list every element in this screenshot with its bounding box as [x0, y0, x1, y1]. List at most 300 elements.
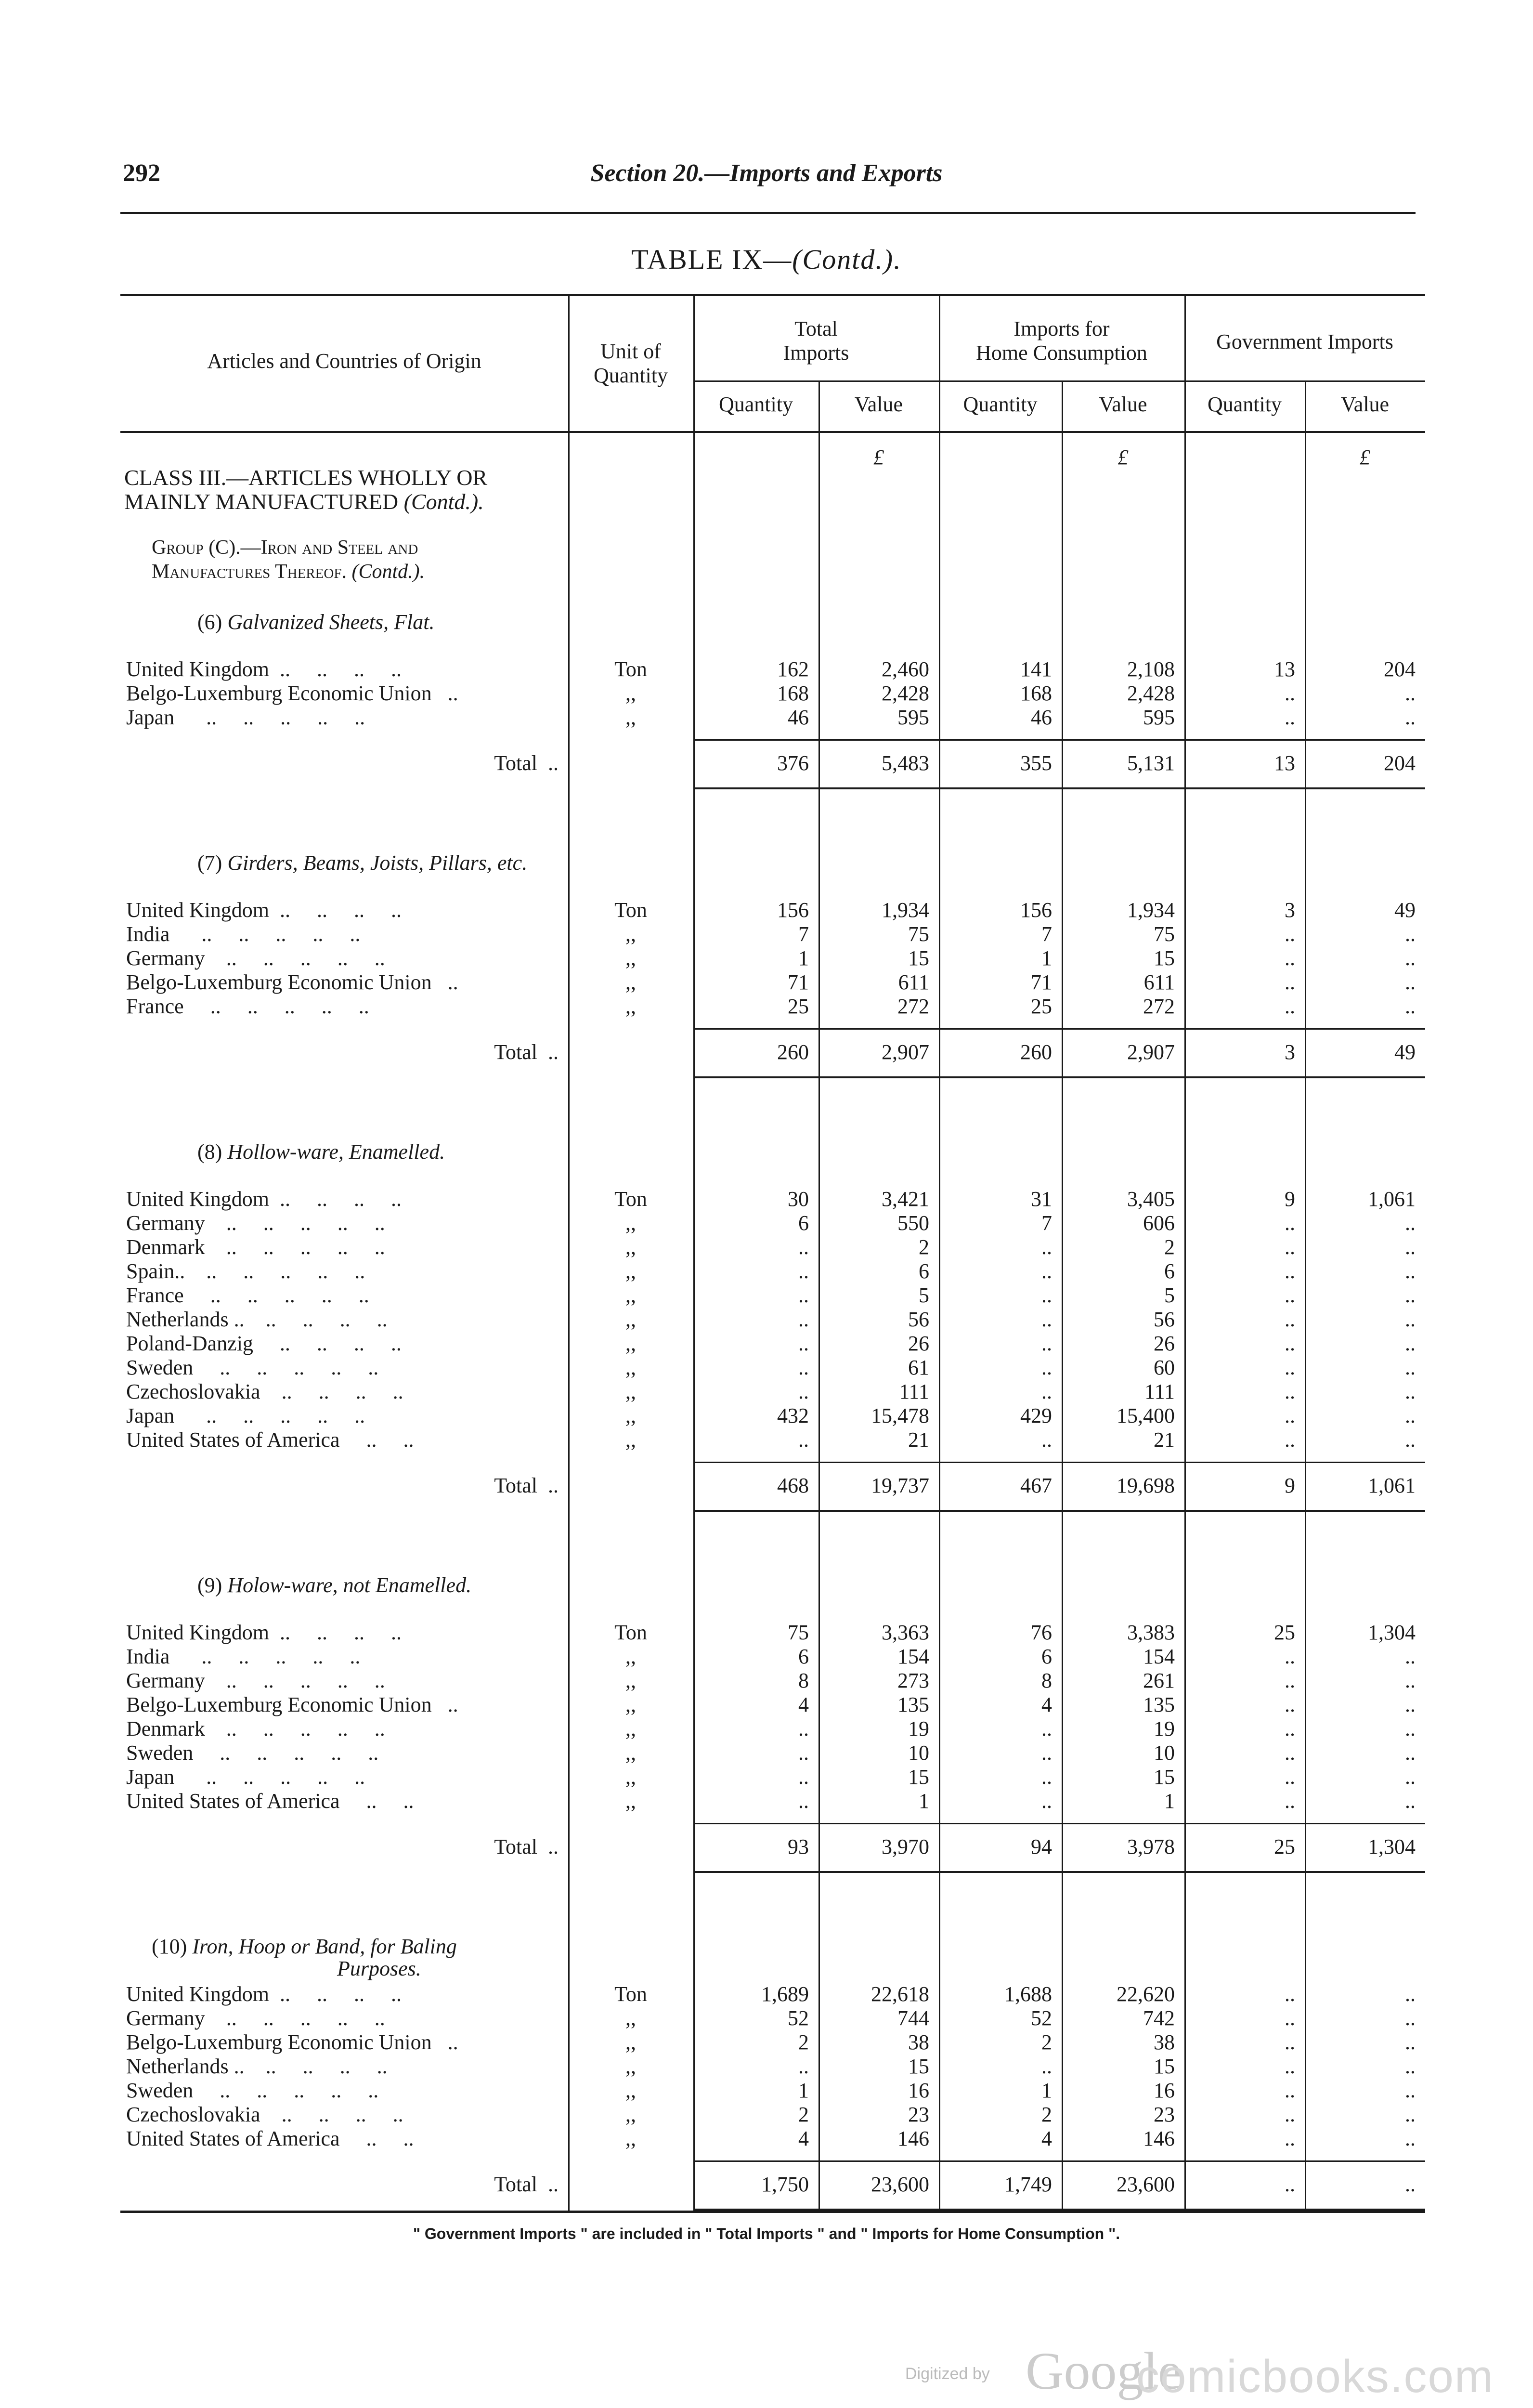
unit-of-quantity: ,,	[625, 1765, 636, 1789]
total-value: 595	[897, 706, 929, 729]
total-value: 23	[908, 2103, 929, 2126]
home-value: 60	[1154, 1356, 1175, 1379]
column-divider	[1305, 380, 1306, 2211]
govt-value: ..	[1405, 970, 1416, 994]
home-quantity: ..	[1041, 1356, 1052, 1379]
running-header: Section 20.—Imports and Exports	[590, 159, 943, 187]
col-unit-header-2: Quantity	[594, 364, 668, 387]
col-unit-header: Unit of	[600, 340, 661, 363]
govt-value: ..	[1405, 1211, 1416, 1235]
govt-value: ..	[1405, 1789, 1416, 1813]
group-heading: Group (C).—Iron and Steel and	[152, 537, 418, 559]
home-quantity: 31	[1031, 1187, 1052, 1211]
total-value: 22,618	[871, 1982, 929, 2006]
govt-quantity: 25	[1274, 1621, 1295, 1644]
total-quantity: ..	[798, 1789, 809, 1813]
govt-value: ..	[1405, 1428, 1416, 1452]
govt-value: ..	[1405, 1693, 1416, 1716]
table-title	[0, 243, 1533, 275]
home-value: 15	[1154, 1765, 1175, 1789]
total-quantity: 1,689	[761, 1982, 809, 2006]
home-value: 22,620	[1117, 1982, 1175, 2006]
section-end-rule	[693, 1510, 1425, 1512]
total-value: 146	[897, 2127, 929, 2150]
total-value-sum: 3,970	[882, 1835, 929, 1858]
govt-value: ..	[1405, 1717, 1416, 1741]
total-value: 56	[908, 1308, 929, 1331]
unit-of-quantity: ,,	[625, 1356, 636, 1379]
total-label: Total ..	[494, 1040, 559, 1064]
col-home-header-2: Home Consumption	[976, 341, 1147, 365]
home-quantity: 168	[1020, 681, 1052, 705]
country-name: Belgo-Luxemburg Economic Union ..	[126, 2030, 458, 2054]
home-quantity: ..	[1041, 1741, 1052, 1765]
govt-quantity: ..	[1285, 995, 1295, 1018]
total-quantity: ..	[798, 1259, 809, 1283]
govt-value: ..	[1405, 995, 1416, 1018]
total-quantity: 6	[798, 1211, 809, 1235]
home-quantity: ..	[1041, 1717, 1052, 1741]
home-value: 21	[1154, 1428, 1175, 1452]
home-quantity: 2	[1041, 2030, 1052, 2054]
subtotal-rule	[693, 1028, 1425, 1030]
govt-value: ..	[1405, 706, 1416, 729]
col-articles-header: Articles and Countries of Origin	[207, 349, 481, 373]
total-value: 6	[919, 1259, 929, 1283]
class-heading: CLASS III.—ARTICLES WHOLLY OR	[124, 465, 488, 490]
home-value: 606	[1143, 1211, 1175, 1235]
unit-of-quantity: ,,	[625, 1211, 636, 1235]
home-quantity: 71	[1031, 970, 1052, 994]
home-quantity: 46	[1031, 706, 1052, 729]
subheader-value: Value	[1099, 393, 1147, 416]
home-value: 15	[1154, 2055, 1175, 2078]
unit-of-quantity: ,,	[625, 1380, 636, 1403]
govt-quantity: ..	[1285, 2127, 1295, 2150]
column-divider	[693, 294, 695, 2211]
unit-of-quantity: ,,	[625, 1669, 636, 1692]
column-divider	[818, 380, 820, 2211]
home-quantity: ..	[1041, 1283, 1052, 1307]
col-total-imports-header-2: Imports	[783, 341, 849, 365]
total-quantity: ..	[798, 1765, 809, 1789]
govt-value: ..	[1405, 1982, 1416, 2006]
home-quantity: 7	[1041, 922, 1052, 946]
govt-quantity: ..	[1285, 1765, 1295, 1789]
total-quantity: 4	[798, 1693, 809, 1716]
unit-of-quantity: ,,	[625, 2127, 636, 2150]
govt-quantity: ..	[1285, 1789, 1295, 1813]
home-quantity: 4	[1041, 1693, 1052, 1716]
country-name: France .. .. .. .. ..	[126, 995, 369, 1018]
footnote: " Government Imports " are included in " Total Imports " and " Imports for Home Consumption ".	[413, 2225, 1120, 2242]
total-value: 15	[908, 2055, 929, 2078]
govt-value: 49	[1394, 898, 1416, 922]
country-name: Poland-Danzig .. .. .. ..	[126, 1332, 402, 1355]
govt-quantity: ..	[1285, 1404, 1295, 1427]
unit-of-quantity: ,,	[625, 946, 636, 970]
total-value: 3,363	[882, 1621, 929, 1644]
home-value: 26	[1154, 1332, 1175, 1355]
section-number: (8)	[197, 1140, 228, 1164]
unit-of-quantity: ,,	[625, 2103, 636, 2126]
home-quantity: 429	[1020, 1404, 1052, 1427]
pound-sign: £	[873, 445, 884, 469]
home-value: 611	[1143, 970, 1175, 994]
govt-value: ..	[1405, 2055, 1416, 2078]
govt-quantity: ..	[1285, 946, 1295, 970]
country-name: Germany .. .. .. .. ..	[126, 1669, 385, 1692]
govt-quantity: ..	[1285, 1717, 1295, 1741]
govt-quantity: ..	[1285, 1283, 1295, 1307]
govt-quantity: ..	[1285, 1259, 1295, 1283]
total-value: 272	[897, 995, 929, 1018]
govt-quantity: ..	[1285, 2006, 1295, 2030]
home-value: 272	[1143, 995, 1175, 1018]
govt-quantity: 3	[1285, 898, 1295, 922]
section-number: (6)	[197, 610, 228, 634]
unit-of-quantity: Ton	[614, 657, 647, 681]
class-heading-contd: (Contd.).	[403, 489, 484, 514]
total-quantity: 71	[788, 970, 809, 994]
unit-of-quantity: ,,	[625, 2055, 636, 2078]
govt-quantity: ..	[1285, 1428, 1295, 1452]
home-quantity: ..	[1041, 1332, 1052, 1355]
section-number: (10)	[152, 1935, 193, 1958]
watermark-site: comicbooks.com	[1136, 2351, 1494, 2402]
govt-quantity: ..	[1285, 1982, 1295, 2006]
govt-value: ..	[1405, 922, 1416, 946]
govt-value: ..	[1405, 1356, 1416, 1379]
govt-value: ..	[1405, 1259, 1416, 1283]
govt-value: ..	[1405, 2006, 1416, 2030]
govt-value: 1,304	[1368, 1621, 1416, 1644]
home-quantity-sum: 94	[1031, 1835, 1052, 1858]
govt-quantity: 13	[1274, 657, 1295, 681]
govt-quantity: ..	[1285, 1669, 1295, 1692]
unit-of-quantity: ,,	[625, 1645, 636, 1668]
country-name: Czechoslovakia .. .. .. ..	[126, 2103, 403, 2126]
unit-of-quantity: Ton	[614, 1982, 647, 2006]
home-quantity: 25	[1031, 995, 1052, 1018]
total-quantity: ..	[798, 2055, 809, 2078]
home-value: 38	[1154, 2030, 1175, 2054]
total-quantity: 52	[788, 2006, 809, 2030]
country-name: United Kingdom .. .. .. ..	[126, 898, 402, 922]
country-name: France .. .. .. .. ..	[126, 1283, 369, 1307]
column-divider	[1062, 380, 1063, 2211]
total-value: 611	[898, 970, 929, 994]
total-value: 135	[897, 1693, 929, 1716]
home-quantity: ..	[1041, 1235, 1052, 1259]
subheader-quantity: Quantity	[1208, 393, 1282, 416]
page-number: 292	[123, 159, 160, 187]
home-value: 56	[1154, 1308, 1175, 1331]
country-name: India .. .. .. .. ..	[126, 1645, 361, 1668]
column-divider	[939, 294, 940, 2211]
country-name: Belgo-Luxemburg Economic Union ..	[126, 970, 458, 994]
country-name: Netherlands .. .. .. .. ..	[126, 1308, 388, 1331]
total-value: 550	[897, 1211, 929, 1235]
header-rule	[120, 212, 1416, 214]
total-quantity: ..	[798, 1283, 809, 1307]
govt-quantity: 9	[1285, 1187, 1295, 1211]
home-value-sum: 3,978	[1127, 1835, 1175, 1858]
home-quantity-sum: 1,749	[1004, 2172, 1052, 2196]
home-value: 111	[1144, 1380, 1175, 1403]
total-quantity: ..	[798, 1428, 809, 1452]
total-value: 61	[908, 1356, 929, 1379]
unit-of-quantity: Ton	[614, 898, 647, 922]
total-value: 2,460	[882, 657, 929, 681]
country-name: Sweden .. .. .. .. ..	[126, 2079, 379, 2102]
unit-of-quantity: ,,	[625, 2006, 636, 2030]
total-quantity: 25	[788, 995, 809, 1018]
table-top-rule	[120, 294, 1425, 296]
table-title-suffix: (Contd.).	[792, 244, 902, 275]
unit-of-quantity: ,,	[625, 970, 636, 994]
home-quantity: ..	[1041, 1259, 1052, 1283]
section-title	[197, 1572, 471, 1598]
section-title-text: Hollow-ware, Enamelled.	[227, 1140, 445, 1164]
total-quantity: 1	[798, 946, 809, 970]
total-quantity: ..	[798, 1717, 809, 1741]
class-heading-2	[124, 489, 484, 515]
total-value: 15	[908, 946, 929, 970]
total-value-sum: 5,483	[882, 751, 929, 775]
country-name: India .. .. .. .. ..	[126, 922, 361, 946]
govt-quantity: ..	[1285, 1235, 1295, 1259]
total-quantity: 168	[777, 681, 809, 705]
unit-of-quantity: ,,	[625, 1332, 636, 1355]
total-quantity-sum: 376	[777, 751, 809, 775]
col-govt-header: Government Imports	[1216, 330, 1393, 353]
home-value: 75	[1154, 922, 1175, 946]
total-quantity: ..	[798, 1308, 809, 1331]
class-heading-text: MAINLY MANUFACTURED	[124, 489, 404, 514]
total-value: 744	[897, 2006, 929, 2030]
country-name: United Kingdom .. .. .. ..	[126, 1982, 402, 2006]
total-quantity-sum: 468	[777, 1474, 809, 1497]
total-label: Total ..	[494, 1835, 559, 1858]
home-value: 16	[1154, 2079, 1175, 2102]
home-quantity-sum: 355	[1020, 751, 1052, 775]
total-quantity: ..	[798, 1356, 809, 1379]
country-name: Czechoslovakia .. .. .. ..	[126, 1380, 403, 1403]
header-bottom-rule	[120, 431, 1425, 433]
group-heading-2	[152, 559, 425, 585]
total-value: 21	[908, 1428, 929, 1452]
total-value: 2,428	[882, 681, 929, 705]
govt-value-sum: 1,304	[1368, 1835, 1416, 1858]
home-quantity: 76	[1031, 1621, 1052, 1644]
total-value-sum: 2,907	[882, 1040, 929, 1064]
section-title	[197, 609, 434, 635]
col-total-imports-header: Total	[794, 317, 838, 340]
unit-of-quantity: ,,	[625, 1235, 636, 1259]
subheader-quantity: Quantity	[963, 393, 1038, 416]
home-quantity-sum: 260	[1020, 1040, 1052, 1064]
home-value: 1	[1164, 1789, 1175, 1813]
home-value: 154	[1143, 1645, 1175, 1668]
unit-of-quantity: ,,	[625, 995, 636, 1018]
total-label: Total ..	[494, 1474, 559, 1497]
subtotal-rule	[693, 739, 1425, 741]
total-quantity: 7	[798, 922, 809, 946]
total-quantity: 6	[798, 1645, 809, 1668]
unit-of-quantity: ,,	[625, 1259, 636, 1283]
total-quantity-sum: 1,750	[761, 2172, 809, 2196]
govt-value: ..	[1405, 1283, 1416, 1307]
total-value: 10	[908, 1741, 929, 1765]
country-name: United Kingdom .. .. .. ..	[126, 657, 402, 681]
section-number: (9)	[197, 1573, 228, 1597]
govt-value-sum: 49	[1394, 1040, 1416, 1064]
home-value: 2	[1164, 1235, 1175, 1259]
col-home-header: Imports for	[1013, 317, 1110, 340]
total-value: 26	[908, 1332, 929, 1355]
unit-of-quantity: ,,	[625, 706, 636, 729]
country-name: Spain.. .. .. .. .. ..	[126, 1259, 365, 1283]
home-value: 2,108	[1127, 657, 1175, 681]
home-quantity: ..	[1041, 1765, 1052, 1789]
home-value: 19	[1154, 1717, 1175, 1741]
country-name: Japan .. .. .. .. ..	[126, 1404, 365, 1427]
total-value: 15	[908, 1765, 929, 1789]
home-quantity: 6	[1041, 1645, 1052, 1668]
home-quantity: 52	[1031, 2006, 1052, 2030]
govt-quantity-sum: 9	[1285, 1474, 1295, 1497]
unit-of-quantity: ,,	[625, 1717, 636, 1741]
country-name: Germany .. .. .. .. ..	[126, 946, 385, 970]
unit-of-quantity: ,,	[625, 681, 636, 705]
section-title-text: Girders, Beams, Joists, Pillars, etc.	[227, 851, 528, 875]
home-quantity: 2	[1041, 2103, 1052, 2126]
total-value: 1	[919, 1789, 929, 1813]
govt-value-sum: ..	[1405, 2172, 1416, 2196]
home-quantity: 8	[1041, 1669, 1052, 1692]
section-title	[197, 850, 527, 876]
govt-value: ..	[1405, 1235, 1416, 1259]
total-value: 111	[899, 1380, 929, 1403]
total-value: 1,934	[882, 898, 929, 922]
total-value: 2	[919, 1235, 929, 1259]
home-quantity: 1	[1041, 946, 1052, 970]
unit-of-quantity: ,,	[625, 922, 636, 946]
total-value: 5	[919, 1283, 929, 1307]
section-title-line2: Purposes.	[337, 1957, 421, 1980]
govt-value-sum: 1,061	[1368, 1474, 1416, 1497]
home-quantity: ..	[1041, 1789, 1052, 1813]
column-divider	[1184, 294, 1186, 2211]
govt-value: ..	[1405, 2030, 1416, 2054]
govt-value: ..	[1405, 681, 1416, 705]
total-label: Total ..	[494, 2172, 559, 2196]
total-value: 15,478	[871, 1404, 929, 1427]
govt-value: ..	[1405, 1741, 1416, 1765]
govt-quantity-sum: ..	[1285, 2172, 1295, 2196]
total-quantity-sum: 260	[777, 1040, 809, 1064]
govt-value: ..	[1405, 1765, 1416, 1789]
subheader-quantity: Quantity	[719, 393, 793, 416]
govt-value: ..	[1405, 2127, 1416, 2150]
govt-quantity: ..	[1285, 922, 1295, 946]
home-value-sum: 23,600	[1117, 2172, 1175, 2196]
home-value: 261	[1143, 1669, 1175, 1692]
home-value: 5	[1164, 1283, 1175, 1307]
govt-value: ..	[1405, 946, 1416, 970]
total-quantity: 8	[798, 1669, 809, 1692]
country-name: Belgo-Luxemburg Economic Union ..	[126, 681, 458, 705]
govt-quantity: ..	[1285, 2079, 1295, 2102]
total-label: Total ..	[494, 751, 559, 775]
unit-of-quantity: Ton	[614, 1621, 647, 1644]
unit-of-quantity: ,,	[625, 1428, 636, 1452]
section-end-rule	[693, 1871, 1425, 1873]
govt-quantity: ..	[1285, 1356, 1295, 1379]
country-name: United States of America .. ..	[126, 2127, 414, 2150]
home-quantity: ..	[1041, 1308, 1052, 1331]
govt-value-sum: 204	[1384, 751, 1416, 775]
country-name: Belgo-Luxemburg Economic Union ..	[126, 1693, 458, 1716]
home-quantity: 1,688	[1004, 1982, 1052, 2006]
country-name: United Kingdom .. .. .. ..	[126, 1187, 402, 1211]
total-value-sum: 23,600	[871, 2172, 929, 2196]
unit-of-quantity: Ton	[614, 1187, 647, 1211]
govt-value: ..	[1405, 1332, 1416, 1355]
subheader-value: Value	[1340, 393, 1390, 416]
home-value: 595	[1143, 706, 1175, 729]
unit-of-quantity: ,,	[625, 1283, 636, 1307]
subtotal-rule	[693, 1823, 1425, 1824]
govt-quantity: ..	[1285, 2103, 1295, 2126]
section-title-text: Holow-ware, not Enamelled.	[227, 1573, 472, 1597]
govt-quantity: ..	[1285, 2055, 1295, 2078]
govt-value: ..	[1405, 1645, 1416, 1668]
pound-sign: £	[1360, 445, 1370, 469]
home-quantity: 7	[1041, 1211, 1052, 1235]
govt-quantity: ..	[1285, 1211, 1295, 1235]
home-value: 3,405	[1127, 1187, 1175, 1211]
unit-of-quantity: ,,	[625, 2030, 636, 2054]
home-quantity: ..	[1041, 1380, 1052, 1403]
country-name: Japan .. .. .. .. ..	[126, 1765, 365, 1789]
home-quantity: 1	[1041, 2079, 1052, 2102]
total-quantity: 1	[798, 2079, 809, 2102]
govt-value: ..	[1405, 2079, 1416, 2102]
home-quantity: 156	[1020, 898, 1052, 922]
govt-value: 1,061	[1368, 1187, 1416, 1211]
govt-quantity: ..	[1285, 1308, 1295, 1331]
govt-value: ..	[1405, 2103, 1416, 2126]
govt-value: ..	[1405, 1380, 1416, 1403]
govt-quantity: ..	[1285, 1741, 1295, 1765]
country-name: Sweden .. .. .. .. ..	[126, 1356, 379, 1379]
country-name: United Kingdom .. .. .. ..	[126, 1621, 402, 1644]
country-name: Netherlands .. .. .. .. ..	[126, 2055, 388, 2078]
table-bottom-rule	[120, 2211, 1425, 2213]
home-value: 3,383	[1127, 1621, 1175, 1644]
govt-quantity: ..	[1285, 970, 1295, 994]
home-value-sum: 2,907	[1127, 1040, 1175, 1064]
subtotal-rule	[693, 1462, 1425, 1463]
govt-quantity: ..	[1285, 2030, 1295, 2054]
section-title-text: Galvanized Sheets, Flat.	[227, 610, 435, 634]
total-quantity: 4	[798, 2127, 809, 2150]
home-quantity: ..	[1041, 1428, 1052, 1452]
unit-of-quantity: ,,	[625, 1741, 636, 1765]
section-end-rule	[693, 787, 1425, 789]
